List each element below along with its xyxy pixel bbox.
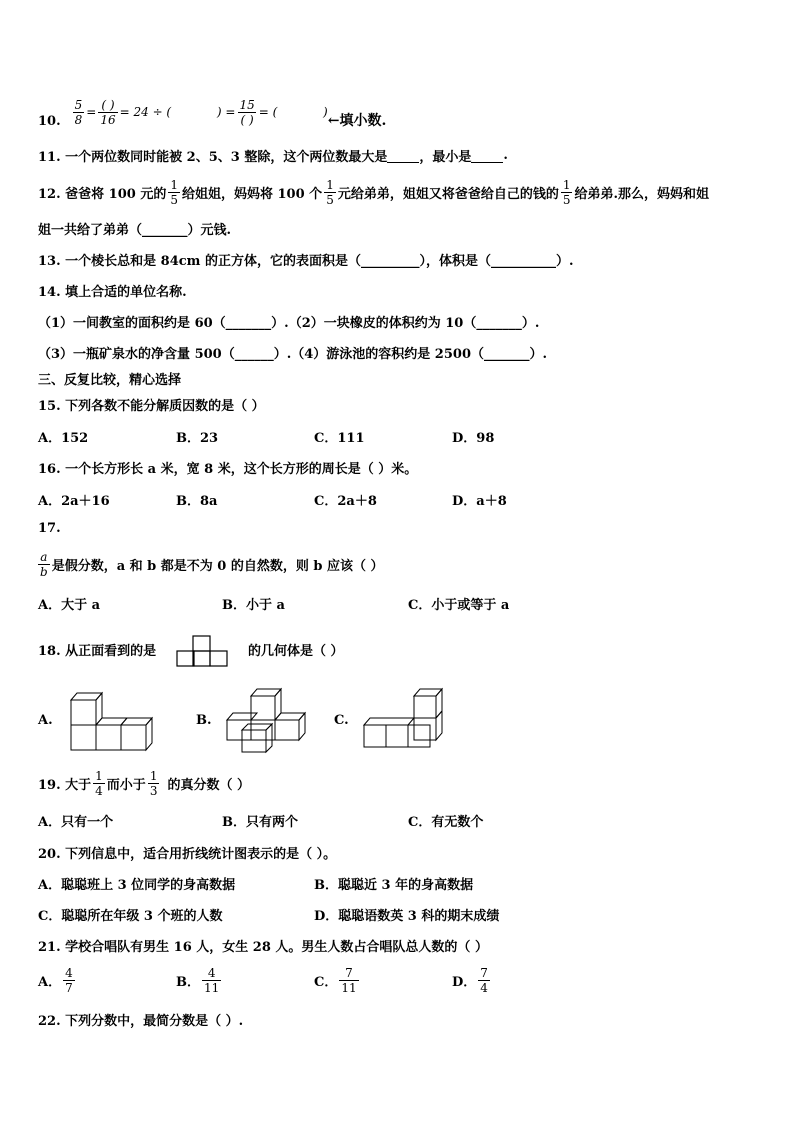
- question-14-title: 14. 填上合适的单位名称.: [38, 285, 187, 300]
- question-18-text-b: 的几何体是（ ）: [248, 644, 344, 659]
- question-20: 20. 下列信息中，适合用折线统计图表示的是（ ）。: [38, 847, 337, 862]
- question-18-text-a: 18. 从正面看到的是: [38, 644, 157, 659]
- q20-option-c[interactable]: C．聪聪所在年级 3 个班的人数: [38, 909, 223, 924]
- q21-option-d[interactable]: D． $\frac{7}{4}$: [452, 965, 488, 995]
- q18-option-c[interactable]: C.: [334, 713, 349, 728]
- q16-option-a[interactable]: A．2a＋16: [38, 494, 110, 509]
- question-21: 21. 学校合唱队有男生 16 人，女生 28 人。男生人数占合唱队总人数的（ ）: [38, 940, 488, 955]
- q16-option-b[interactable]: B．8a: [176, 494, 218, 509]
- q17-option-c[interactable]: C．小于或等于 a: [408, 598, 510, 613]
- q10-division: = 24 ÷ ( ) =: [119, 105, 236, 119]
- q19-option-b[interactable]: B．只有两个: [222, 815, 298, 830]
- q18-option-b-figure: [224, 688, 306, 754]
- question-22: 22. 下列分数中，最简分数是（ ）.: [38, 1014, 244, 1029]
- q11-blank-max[interactable]: [387, 148, 419, 163]
- q21-option-a-fraction: $\frac{4}{7}$: [65, 965, 73, 995]
- q12-fraction-1: $\frac{1}{5}$: [170, 177, 178, 207]
- q20-option-d[interactable]: D．聪聪语数英 3 科的期末成绩: [314, 909, 500, 924]
- q12-fraction-3: $\frac{1}{5}$: [562, 177, 571, 207]
- front-view-figure: [176, 635, 228, 667]
- question-12-line-2: 姐一共给了弟弟（_______）元钱.: [38, 223, 232, 238]
- q10-fraction-2: $\frac{( )}{16}$: [100, 97, 116, 127]
- q10-equals: =: [86, 105, 97, 119]
- q10-decimal: = ( ): [258, 105, 328, 119]
- question-12: 12. 爸爸将 100 元的 $\frac{1}{5}$ 给姐姐，妈妈将 100 个 $\frac{1}{5}$ 元给弟弟，姐姐又将爸爸给自己的钱的 $\frac{1}{5}$ 给弟弟.那么，妈妈和姐: [38, 177, 710, 207]
- q10-fraction-3: $\frac{15}{( )}$: [239, 97, 255, 127]
- question-17: $\frac{a}{b}$ 是假分数，a 和 b 都是不为 0 的自然数，则 b 应该（ ）: [40, 549, 384, 579]
- question-14-row-2: （3）一瓶矿泉水的净含量 500（______）.（4）游泳池的容积约是 2500（_______）.: [38, 347, 548, 362]
- question-11: 11. 一个两位数同时能被 2、5、3 整除，这个两位数最大是 ，最小是 .: [38, 148, 508, 165]
- q12-fraction-2: $\frac{1}{5}$: [326, 177, 334, 207]
- section-3-title: 三、反复比较，精心选择: [38, 373, 182, 388]
- q17-fraction: $\frac{a}{b}$: [40, 549, 48, 579]
- q15-option-d[interactable]: D．98: [452, 431, 495, 446]
- q18-option-a[interactable]: A.: [38, 713, 53, 728]
- q21-option-b-fraction: $\frac{4}{11}$: [204, 965, 220, 995]
- question-14-row-1: （1）一间教室的面积约是 60（_______）.（2）一块橡皮的体积约为 10（_______）.: [38, 316, 540, 331]
- question-10: [38, 92, 386, 132]
- q21-option-d-fraction: $\frac{7}{4}$: [480, 965, 488, 995]
- q10-fraction-1: $\frac{5}{8}$: [74, 97, 83, 127]
- question-19: 19. 大于 $\frac{1}{4}$ 而小于 $\frac{1}{3}$ 的真分数（ ）: [38, 768, 250, 798]
- q18-option-c-figure: [362, 688, 446, 750]
- q21-option-c[interactable]: C． $\frac{7}{11}$: [314, 965, 357, 995]
- q19-option-c[interactable]: C．有无数个: [408, 815, 484, 830]
- q10-number: 10.: [38, 113, 61, 129]
- question-17-number: 17.: [38, 521, 61, 536]
- q18-option-a-figure: [70, 690, 152, 752]
- q19-fraction-1: $\frac{1}{4}$: [95, 768, 103, 798]
- q18-option-b[interactable]: B.: [196, 713, 212, 728]
- q16-option-d[interactable]: D．a＋8: [452, 494, 507, 509]
- q17-option-a[interactable]: A．大于 a: [38, 598, 101, 613]
- q15-option-c[interactable]: C．111: [314, 431, 365, 446]
- q20-option-b[interactable]: B．聪聪近 3 年的身高数据: [314, 878, 474, 893]
- q15-option-b[interactable]: B．23: [176, 431, 219, 446]
- q21-option-a[interactable]: A． $\frac{4}{7}$: [38, 965, 73, 995]
- question-13: 13. 一个棱长总和是 84cm 的正方体，它的表面积是（_________），体积是（__________）.: [38, 254, 574, 269]
- q20-option-a[interactable]: A．聪聪班上 3 位同学的身高数据: [38, 878, 236, 893]
- q21-option-c-fraction: $\frac{7}{11}$: [341, 965, 357, 995]
- q16-option-c[interactable]: C．2a＋8: [314, 494, 377, 509]
- q11-blank-min[interactable]: [471, 148, 503, 163]
- q19-fraction-2: $\frac{1}{3}$: [149, 768, 158, 798]
- q17-option-b[interactable]: B．小于 a: [222, 598, 285, 613]
- q15-option-a[interactable]: A．152: [38, 431, 89, 446]
- q10-note: ←填小数.: [327, 113, 387, 129]
- q21-option-b[interactable]: B． $\frac{4}{11}$: [176, 965, 220, 995]
- q19-option-a[interactable]: A．只有一个: [38, 815, 114, 830]
- question-15: 15. 下列各数不能分解质因数的是（ ）: [38, 399, 265, 414]
- question-16: 16. 一个长方形长 a 米，宽 8 米，这个长方形的周长是（ ）米。: [38, 462, 418, 477]
